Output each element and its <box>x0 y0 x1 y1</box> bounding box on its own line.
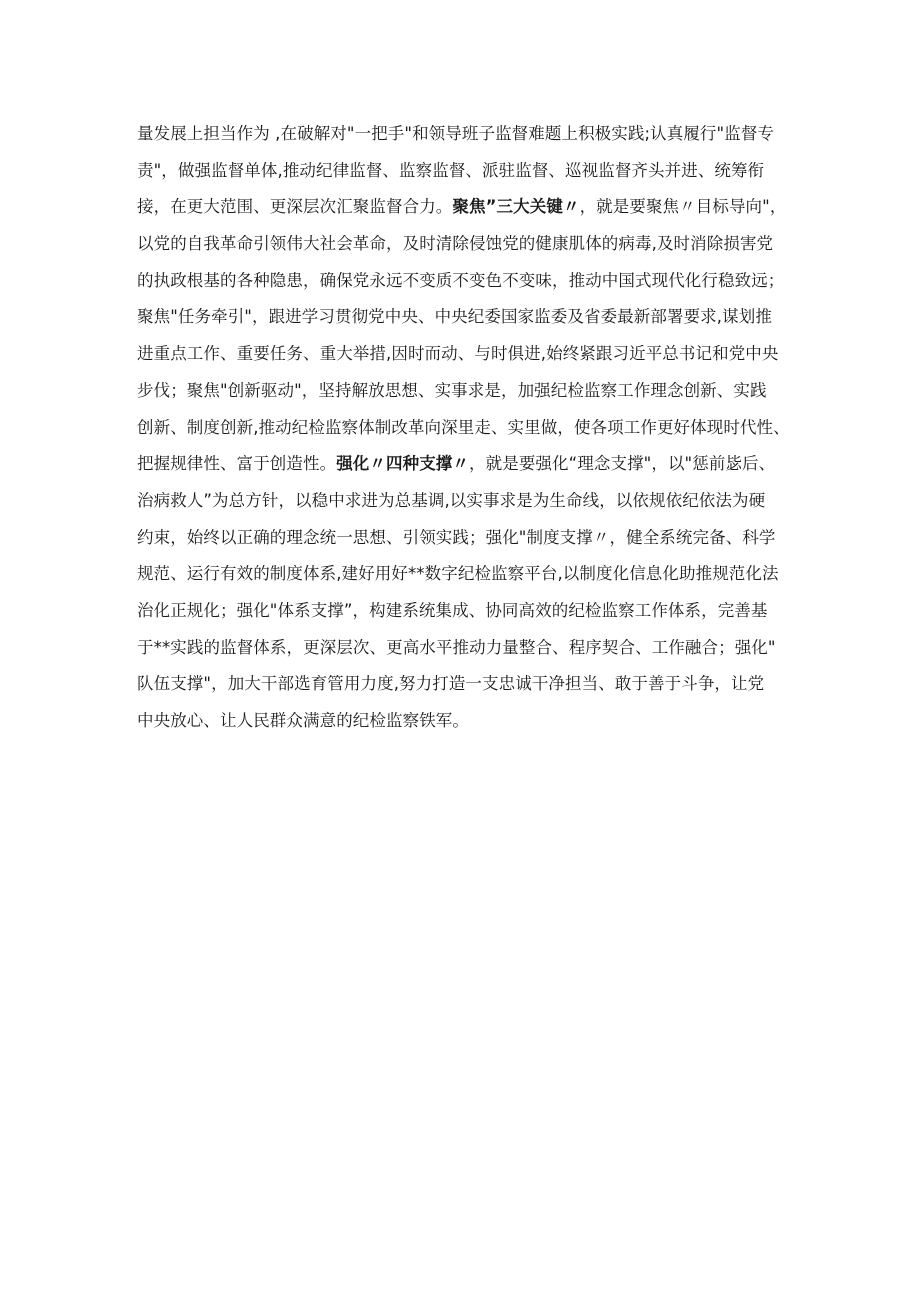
text-run: 约束，始终以正确的理念统一思想、引领实践；强化"制度支撑〃，健全系统完备、科学 <box>137 527 776 547</box>
text-run: 步伐；聚焦"创新驱动"，坚持解放思想、实事求是，加强纪检监察工作理念创新、实践 <box>137 380 767 400</box>
text-line <box>137 630 797 667</box>
text-line <box>137 483 797 520</box>
text-run: 的执政根基的各种隐患，确保党永远不变质不变色不变味，推动中国式现代化行稳致远； <box>137 270 785 290</box>
text-run: ，就是要聚焦〃目标导向"， <box>579 197 787 217</box>
text-run: 把握规律性、富于创造性。 <box>137 454 337 474</box>
text-line <box>137 556 797 593</box>
text-run: ，就是要强化“理念支撑"，以"惩前毖后、 <box>469 454 776 474</box>
text-line <box>137 410 797 447</box>
text-run: 量发展上担当作为 ,在破解对"一把手"和领导班子监督难题上积极实践;认真履行"监督专 <box>137 124 775 143</box>
text-run: 于**实践的监督体系，更深层次、更高水平推动力量整合、程序契合、工作融合；强化" <box>137 637 776 657</box>
text-run: 中央放心、让人民群众满意的纪检监察铁军。 <box>137 711 469 730</box>
bold-heading-phrase: 聚焦”三大关键〃 <box>452 197 580 217</box>
text-line <box>137 666 797 703</box>
text-run: 规范、运行有效的制度体系,建好用好**数字纪检监察平台,以制度化信息化助推规范化法 <box>137 564 779 584</box>
text-line <box>137 263 797 300</box>
text-run: 责"，做强监督单体,推动纪律监督、监察监督、派驻监督、巡视监督齐头并进、统筹衔 <box>137 160 765 180</box>
text-run: 创新、制度创新,推动纪检监察体制改革向深里走、实里做，使各项工作更好体现时代性、 <box>137 417 790 437</box>
text-line <box>137 703 797 740</box>
text-run: 进重点工作、重要任务、重大举措,因时而动、与时俱进,始终紧跟习近平总书记和党中央 <box>137 344 779 364</box>
text-run: 聚焦"任务牵引"，跟进学习贯彻党中央、中央纪委国家监委及省委最新部署要求,谋划推 <box>137 307 772 327</box>
text-line <box>137 593 797 630</box>
document-body <box>137 116 797 740</box>
text-run: 队伍支撑"，加大干部选育管用力度,努力打造一支忠诚干净担当、敢于善于斗争，让党 <box>137 674 765 694</box>
text-run: 接，在更大范围、更深层次汇聚监督合力。 <box>137 197 453 217</box>
text-line <box>137 189 797 226</box>
text-line <box>137 299 797 336</box>
text-line <box>137 336 797 373</box>
text-run: 治病救人”为总方针，以稳中求进为总基调,以实事求是为生命线，以依规依纪依法为硬 <box>137 490 766 510</box>
text-run: 以党的自我革命引领伟大社会革命，及时清除侵蚀党的健康肌体的病毒,及时消除损害党 <box>137 234 774 254</box>
bold-heading-phrase: 强化〃四种支撑〃 <box>336 454 470 474</box>
text-line <box>137 373 797 410</box>
text-line <box>137 153 797 190</box>
text-run: 治化正规化；强化"体系支撑”，构建系统集成、协同高效的纪检监察工作体系，完善基 <box>137 600 768 620</box>
text-line <box>137 520 797 557</box>
text-line <box>137 116 797 153</box>
text-line <box>137 446 797 483</box>
text-line <box>137 226 797 263</box>
